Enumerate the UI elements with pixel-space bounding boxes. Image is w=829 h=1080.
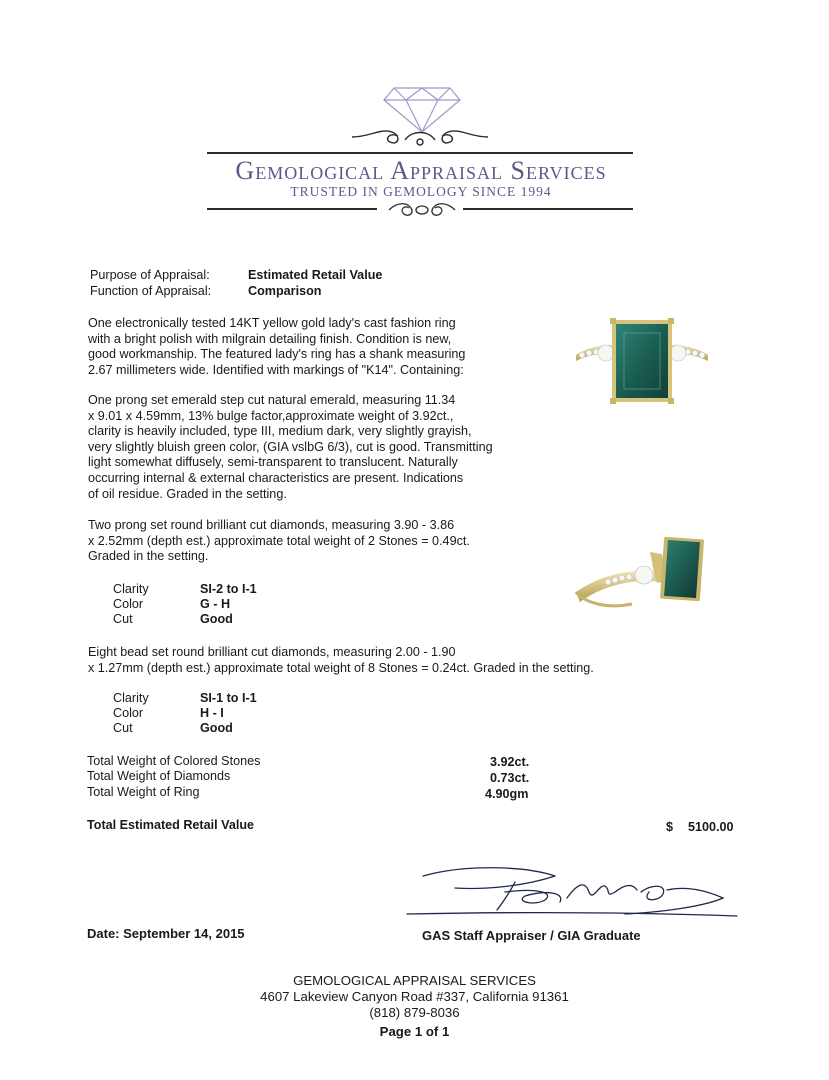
function-value: Comparison bbox=[248, 284, 322, 298]
cut-label: Cut bbox=[113, 721, 133, 735]
description-line: clarity is heavily included, type III, medium dark, very slightly grayish, bbox=[88, 424, 472, 439]
total-colored-label: Total Weight of Colored Stones bbox=[87, 754, 261, 768]
description-line: x 1.27mm (depth est.) approximate total weight of 8 Stones = 0.24ct. Graded in the setting. bbox=[88, 660, 594, 675]
appraisal-date: Date: September 14, 2015 bbox=[87, 926, 245, 941]
description-line: 2.67 millimeters wide. Identified with markings of "K14". Containing: bbox=[88, 362, 464, 377]
clarity-value: SI-1 to I-1 bbox=[200, 691, 257, 705]
cut-value: Good bbox=[200, 721, 233, 735]
description-line: very slightly bluish green color, (GIA vslbG 6/3), cut is good. Transmitting bbox=[88, 439, 493, 454]
color-value: H - I bbox=[200, 706, 224, 720]
description-line: of oil residue. Graded in the setting. bbox=[88, 486, 287, 501]
ornament-scroll-bottom-icon bbox=[385, 200, 459, 220]
ring-description bbox=[88, 316, 528, 378]
description-line: x 9.01 x 4.59mm, 13% bulge factor,approximate weight of 3.92ct., bbox=[88, 408, 454, 423]
cut-value: Good bbox=[200, 612, 233, 626]
currency-symbol: $ bbox=[666, 820, 674, 834]
footer-company: GEMOLOGICAL APPRAISAL SERVICES bbox=[293, 973, 536, 988]
description-line: occurring internal & external characteristics are present. Indications bbox=[88, 470, 464, 485]
header-rule-right bbox=[463, 208, 633, 210]
clarity-label: Clarity bbox=[113, 691, 149, 705]
total-ring-value: 4.90gm bbox=[485, 787, 529, 801]
header-rule-left bbox=[207, 208, 377, 210]
clarity-label: Clarity bbox=[113, 582, 149, 596]
diamonds-description-1 bbox=[88, 518, 528, 565]
total-colored-value: 3.92ct. bbox=[490, 755, 530, 769]
description-line: Two prong set round brilliant cut diamonds, measuring 3.90 - 3.86 bbox=[88, 518, 455, 532]
function-label: Function of Appraisal: bbox=[90, 284, 212, 298]
description-line: light somewhat diffusely, semi-transparent to translucent. Naturally bbox=[88, 455, 458, 470]
ring-front-view-image bbox=[572, 315, 712, 415]
description-line: One prong set emerald step cut natural emerald, measuring 11.34 bbox=[88, 393, 456, 407]
emerald-description bbox=[88, 393, 528, 502]
description-line: x 2.52mm (depth est.) approximate total weight of 2 Stones = 0.49ct. bbox=[88, 533, 470, 548]
cut-label: Cut bbox=[113, 612, 133, 626]
appraiser-signature bbox=[405, 862, 740, 924]
brand-title: Gemological Appraisal Services bbox=[235, 156, 607, 185]
color-value: G - H bbox=[200, 597, 231, 611]
header-rule-top bbox=[207, 152, 633, 154]
description-line: One electronically tested 14KT yellow gold lady's cast fashion ring bbox=[88, 316, 456, 330]
page-number: Page 1 of 1 bbox=[379, 1024, 450, 1039]
description-line: with a bright polish with milgrain detailing finish. Condition is new, bbox=[88, 331, 452, 346]
total-ring-label: Total Weight of Ring bbox=[87, 785, 200, 799]
color-label: Color bbox=[113, 597, 144, 611]
total-retail-value: 5100.00 bbox=[688, 820, 734, 834]
description-line: Eight bead set round brilliant cut diamonds, measuring 2.00 - 1.90 bbox=[88, 645, 456, 659]
footer-phone: (818) 879-8036 bbox=[369, 1005, 460, 1020]
clarity-value: SI-2 to I-1 bbox=[200, 582, 257, 596]
color-label: Color bbox=[113, 706, 144, 720]
footer-address: 4607 Lakeview Canyon Road #337, California 91361 bbox=[260, 989, 569, 1004]
total-diamonds-value: 0.73ct. bbox=[490, 771, 530, 785]
ring-side-view-image bbox=[572, 530, 712, 620]
diamonds-description-2 bbox=[88, 645, 648, 676]
total-diamonds-label: Total Weight of Diamonds bbox=[87, 769, 231, 783]
brand-tagline: TRUSTED IN GEMOLOGY SINCE 1994 bbox=[290, 184, 552, 199]
appraiser-title: GAS Staff Appraiser / GIA Graduate bbox=[422, 928, 641, 943]
purpose-label: Purpose of Appraisal: bbox=[90, 268, 210, 282]
purpose-value: Estimated Retail Value bbox=[248, 268, 383, 282]
ornament-scroll-top-icon bbox=[350, 124, 490, 150]
description-line: Graded in the setting. bbox=[88, 549, 209, 564]
description-line: good workmanship. The featured lady's ring has a shank measuring bbox=[88, 347, 466, 362]
total-retail-label: Total Estimated Retail Value bbox=[87, 818, 255, 832]
